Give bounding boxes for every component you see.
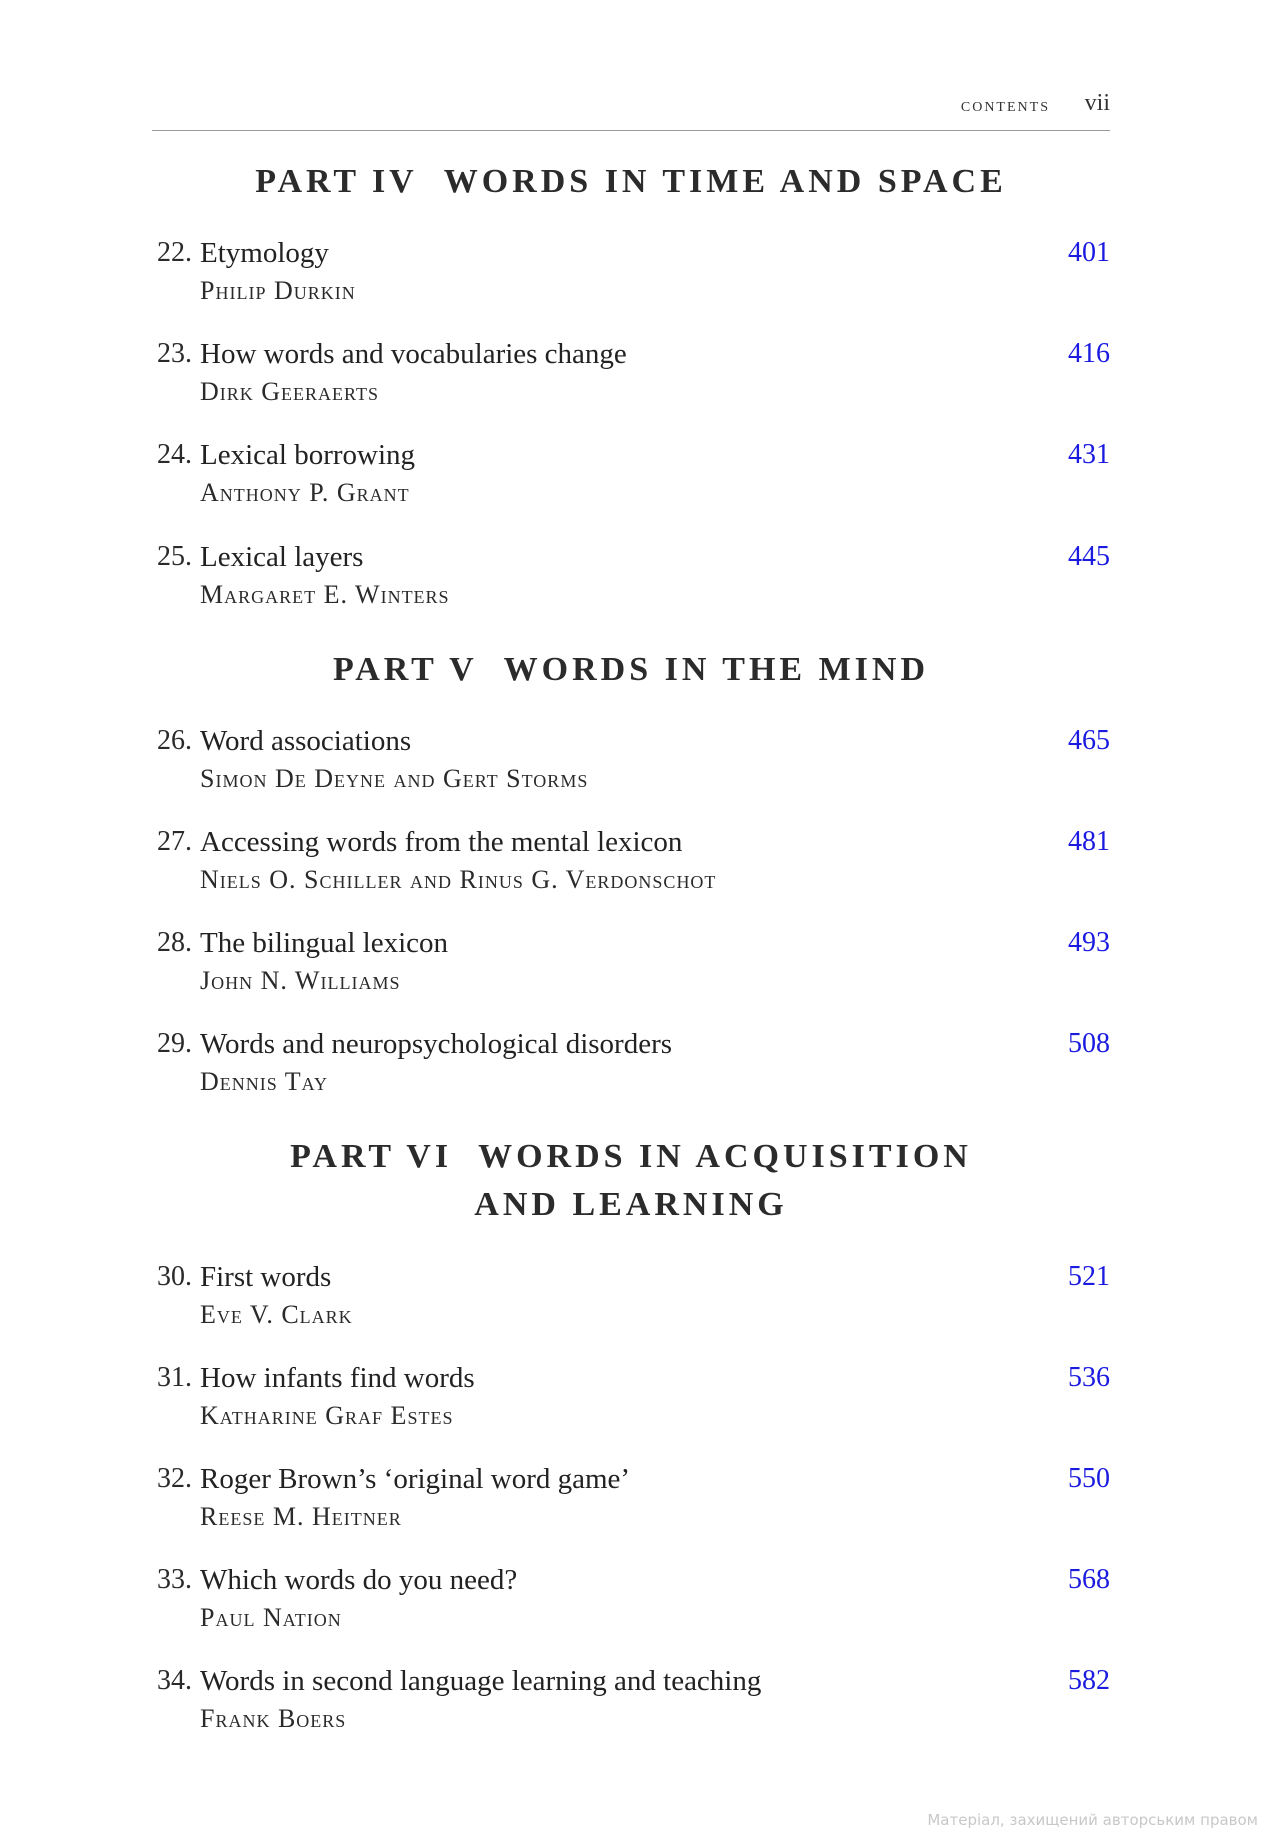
part-label: PART IV: [255, 163, 418, 200]
chapter-number: 31.: [157, 1362, 192, 1393]
chapter-author: Paul Nation: [200, 1603, 342, 1632]
part-title: AND LEARNING: [474, 1186, 788, 1223]
part-title: WORDS IN THE MIND: [503, 651, 930, 688]
chapter-number: 27.: [157, 826, 192, 857]
toc-entry[interactable]: [152, 1258, 1110, 1338]
running-title: contents: [960, 94, 1050, 116]
toc-entry[interactable]: [152, 538, 1110, 618]
part-heading-v: [152, 646, 1110, 694]
chapter-number: 22.: [157, 237, 192, 268]
chapter-number: 33.: [157, 1564, 192, 1595]
chapter-title[interactable]: Word associations: [200, 725, 412, 757]
chapter-author: Philip Durkin: [200, 276, 356, 305]
chapter-title[interactable]: The bilingual lexicon: [200, 927, 449, 959]
toc-entry[interactable]: [152, 1662, 1110, 1742]
chapter-title[interactable]: First words: [200, 1261, 332, 1293]
toc-entry[interactable]: [152, 335, 1110, 415]
chapter-author: Reese M. Heitner: [200, 1502, 402, 1531]
chapter-title[interactable]: Lexical borrowing: [200, 439, 416, 471]
chapter-number: 34.: [157, 1665, 192, 1696]
part-label: PART V: [332, 651, 478, 688]
chapter-title[interactable]: How infants find words: [200, 1362, 475, 1394]
toc-entry[interactable]: [152, 436, 1110, 516]
chapter-number: 30.: [157, 1261, 192, 1292]
chapter-author: John N. Williams: [200, 966, 401, 995]
page-link[interactable]: 521: [1068, 1261, 1110, 1292]
chapter-title[interactable]: Lexical layers: [200, 541, 364, 573]
chapter-number: 26.: [157, 725, 192, 756]
chapter-title[interactable]: Etymology: [200, 237, 329, 269]
page-link[interactable]: 568: [1068, 1564, 1110, 1595]
chapter-author: Margaret E. Winters: [200, 580, 450, 609]
toc-entry[interactable]: [152, 234, 1110, 314]
page-link[interactable]: 481: [1068, 826, 1110, 857]
chapter-author: Anthony P. Grant: [200, 478, 410, 507]
chapter-number: 25.: [157, 541, 192, 572]
page-link[interactable]: 536: [1068, 1362, 1110, 1393]
chapter-number: 29.: [157, 1028, 192, 1059]
part-title: WORDS IN ACQUISITION: [478, 1138, 972, 1175]
page-number: vii: [1084, 90, 1110, 116]
toc-entry[interactable]: [152, 823, 1110, 903]
chapter-title[interactable]: Roger Brown’s ‘original word game’: [200, 1463, 631, 1495]
part-heading-vi: [152, 1133, 1110, 1181]
page-link[interactable]: 465: [1068, 725, 1110, 756]
running-header: [152, 92, 1110, 131]
chapter-title[interactable]: Which words do you need?: [200, 1564, 518, 1596]
chapter-title[interactable]: Accessing words from the mental lexicon: [200, 826, 683, 858]
chapter-author: Frank Boers: [200, 1704, 347, 1733]
page-link[interactable]: 445: [1068, 541, 1110, 572]
page-link[interactable]: 508: [1068, 1028, 1110, 1059]
chapter-author: Katharine Graf Estes: [200, 1401, 454, 1430]
page-link[interactable]: 582: [1068, 1665, 1110, 1696]
part-title: WORDS IN TIME AND SPACE: [443, 163, 1007, 200]
page-link[interactable]: 416: [1068, 338, 1110, 369]
chapter-author: Simon De Deyne and Gert Storms: [200, 764, 589, 793]
page-link[interactable]: 431: [1068, 439, 1110, 470]
chapter-author: Niels O. Schiller and Rinus G. Verdonschot: [200, 865, 717, 894]
chapter-title[interactable]: Words in second language learning and teaching: [200, 1665, 762, 1697]
part-label: PART VI: [290, 1138, 453, 1175]
toc-entry[interactable]: [152, 1359, 1110, 1439]
chapter-author: Eve V. Clark: [200, 1300, 353, 1329]
part-heading-iv: [152, 158, 1110, 206]
chapter-title[interactable]: How words and vocabularies change: [200, 338, 627, 370]
chapter-author: Dennis Tay: [200, 1067, 329, 1096]
chapter-number: 32.: [157, 1463, 192, 1494]
chapter-number: 23.: [157, 338, 192, 369]
toc-entry[interactable]: [152, 1460, 1110, 1540]
part-heading-vi-continued: [152, 1181, 1110, 1229]
chapter-number: 24.: [157, 439, 192, 470]
chapter-title[interactable]: Words and neuropsychological disorders: [200, 1028, 673, 1060]
toc-entry[interactable]: [152, 1561, 1110, 1641]
chapter-number: 28.: [157, 927, 192, 958]
toc-entry[interactable]: [152, 924, 1110, 1004]
page-link[interactable]: 493: [1068, 927, 1110, 958]
copyright-watermark: Матеріал, захищений авторським правом: [927, 1811, 1258, 1829]
page-link[interactable]: 401: [1068, 237, 1110, 268]
toc-entry[interactable]: [152, 722, 1110, 802]
chapter-author: Dirk Geeraerts: [200, 377, 379, 406]
toc-entry[interactable]: [152, 1025, 1110, 1105]
page-link[interactable]: 550: [1068, 1463, 1110, 1494]
